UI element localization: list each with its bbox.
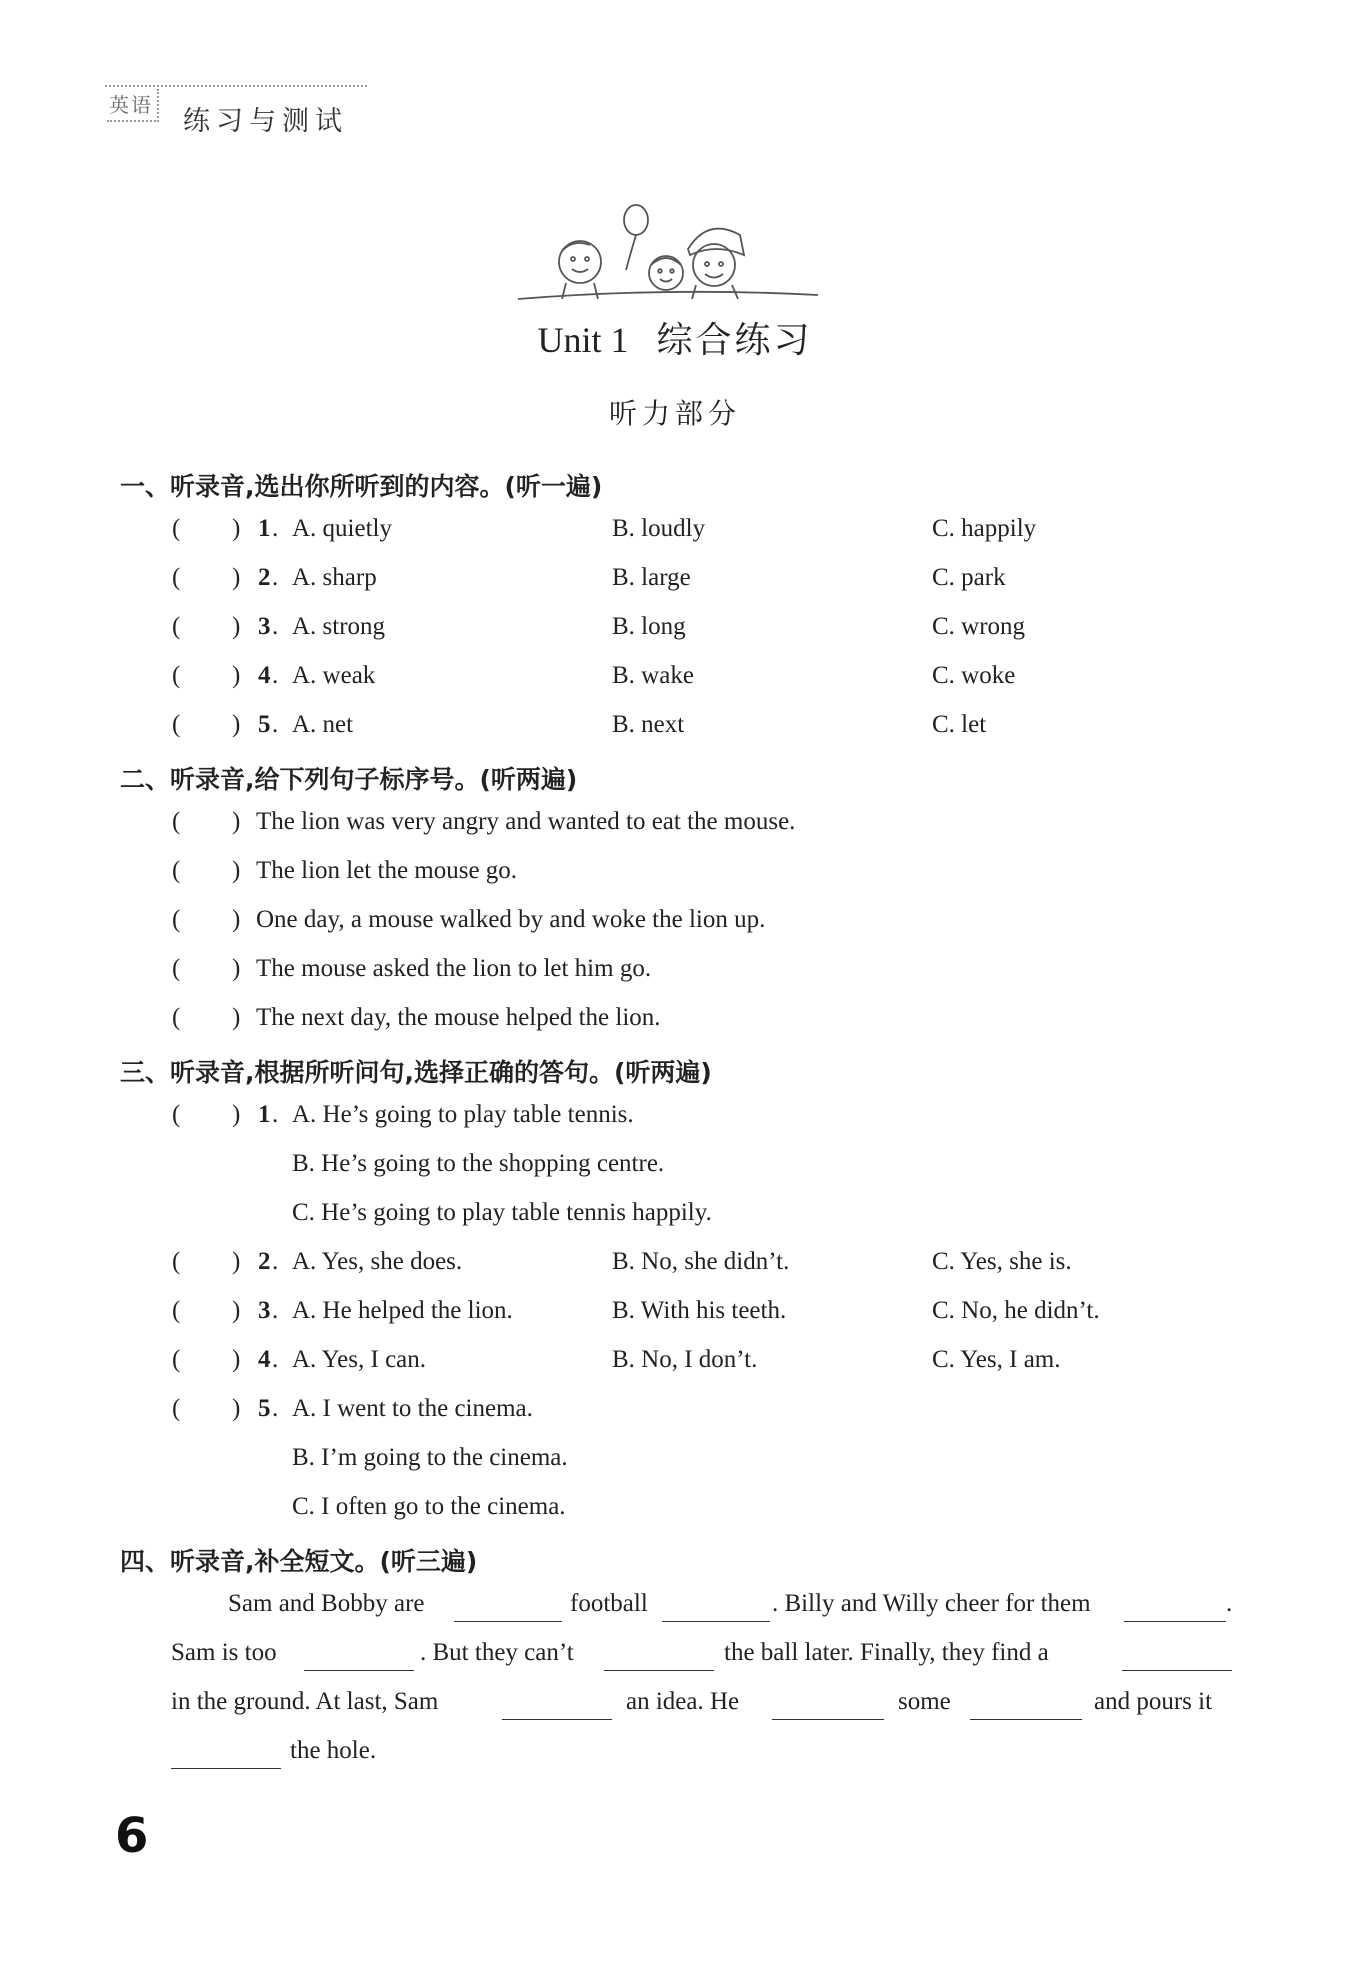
option-c: C. I often go to the cinema.	[292, 1493, 566, 1520]
option-c: C. woke	[932, 662, 1016, 689]
option-a: A. He helped the lion.	[292, 1297, 513, 1324]
part2-heading: 二、听录音,给下列句子标序号。(听两遍)	[120, 765, 578, 794]
item-dot: .	[272, 662, 279, 689]
answer-bracket-close: )	[232, 808, 241, 835]
blank-line[interactable]	[662, 1620, 770, 1622]
blank-line[interactable]	[772, 1718, 884, 1720]
sentence: The next day, the mouse helped the lion.	[256, 1004, 661, 1031]
item-number: 1	[258, 515, 271, 542]
blank-line[interactable]	[604, 1669, 714, 1671]
passage-text: Sam is too	[171, 1639, 277, 1666]
item-dot: .	[272, 564, 279, 591]
item-dot: .	[272, 1101, 279, 1128]
blank-line[interactable]	[454, 1620, 562, 1622]
option-c: C. Yes, I am.	[932, 1346, 1061, 1373]
answer-bracket-open[interactable]: (	[172, 1248, 181, 1275]
blank-line[interactable]	[502, 1718, 612, 1720]
unit-label: Unit 1	[537, 320, 629, 360]
answer-bracket-open[interactable]: (	[172, 711, 181, 738]
sentence: One day, a mouse walked by and woke the lion up.	[256, 906, 766, 933]
answer-bracket-open[interactable]: (	[172, 1395, 181, 1422]
item-number: 5	[258, 1395, 271, 1422]
passage-text: football	[570, 1590, 648, 1617]
item-dot: .	[272, 711, 279, 738]
item-dot: .	[272, 1248, 279, 1275]
option-a: A. Yes, she does.	[292, 1248, 463, 1275]
sentence: The mouse asked the lion to let him go.	[256, 955, 652, 982]
option-a: A. weak	[292, 662, 376, 689]
answer-bracket-open[interactable]: (	[172, 1004, 181, 1031]
book-title: 练习与测试	[183, 106, 348, 137]
item-dot: .	[272, 1346, 279, 1373]
sentence: The lion let the mouse go.	[256, 857, 518, 884]
option-a: A. net	[292, 711, 354, 738]
children-illustration	[518, 195, 818, 310]
item-number: 3	[258, 1297, 271, 1324]
option-c: C. happily	[932, 515, 1037, 542]
answer-bracket-open[interactable]: (	[172, 662, 181, 689]
section-title: 听力部分	[608, 397, 741, 430]
option-a: A. quietly	[292, 515, 392, 542]
option-c: C. wrong	[932, 613, 1026, 640]
option-c: C. park	[932, 564, 1006, 591]
page-number: 6	[115, 1808, 149, 1864]
part1-heading: 一、听录音,选出你所听到的内容。(听一遍)	[120, 472, 603, 501]
option-c: C. Yes, she is.	[932, 1248, 1072, 1275]
answer-bracket-close: )	[232, 1101, 241, 1128]
option-b: B. No, she didn’t.	[612, 1248, 790, 1275]
passage-text: and pours it	[1094, 1688, 1213, 1715]
answer-bracket-close: )	[232, 662, 241, 689]
item-dot: .	[272, 515, 279, 542]
answer-bracket-open[interactable]: (	[172, 955, 181, 982]
item-dot: .	[272, 1297, 279, 1324]
part4-heading: 四、听录音,补全短文。(听三遍)	[120, 1547, 478, 1576]
option-b: B. next	[612, 711, 685, 738]
option-b: B. large	[612, 564, 691, 591]
option-b: B. No, I don’t.	[612, 1346, 758, 1373]
item-number: 3	[258, 613, 271, 640]
item-number: 2	[258, 1248, 271, 1275]
answer-bracket-close: )	[232, 1248, 241, 1275]
option-b: B. I’m going to the cinema.	[292, 1444, 568, 1471]
option-a: A. I went to the cinema.	[292, 1395, 533, 1422]
option-a: A. strong	[292, 613, 386, 640]
option-b: B. With his teeth.	[612, 1297, 787, 1324]
answer-bracket-open[interactable]: (	[172, 906, 181, 933]
passage-text: an idea. He	[626, 1688, 740, 1715]
blank-line[interactable]	[1122, 1669, 1232, 1671]
item-number: 4	[258, 662, 271, 689]
unit-title	[0, 312, 1350, 363]
blank-line[interactable]	[304, 1669, 414, 1671]
part3-heading: 三、听录音,根据所听问句,选择正确的答句。(听两遍)	[120, 1058, 712, 1087]
passage-text: . Billy and Willy cheer for them	[772, 1590, 1091, 1617]
option-b: B. He’s going to the shopping centre.	[292, 1150, 665, 1177]
option-a: A. Yes, I can.	[292, 1346, 427, 1373]
unit-name: 综合练习	[656, 320, 813, 361]
passage-text: the ball later. Finally, they find a	[724, 1639, 1049, 1666]
option-c: C. No, he didn’t.	[932, 1297, 1100, 1324]
blank-line[interactable]	[1124, 1620, 1226, 1622]
item-number: 1	[258, 1101, 271, 1128]
answer-bracket-close: )	[232, 906, 241, 933]
option-b: B. loudly	[612, 515, 706, 542]
answer-bracket-close: )	[232, 613, 241, 640]
passage-text: some	[898, 1688, 951, 1715]
blank-line[interactable]	[970, 1718, 1082, 1720]
answer-bracket-open[interactable]: (	[172, 515, 181, 542]
blank-line[interactable]	[171, 1767, 281, 1769]
passage-text: .	[1226, 1590, 1233, 1617]
item-number: 2	[258, 564, 271, 591]
book-tag	[105, 85, 367, 137]
answer-bracket-close: )	[232, 857, 241, 884]
answer-bracket-open[interactable]: (	[172, 808, 181, 835]
answer-bracket-close: )	[232, 1004, 241, 1031]
answer-bracket-open[interactable]: (	[172, 613, 181, 640]
answer-bracket-close: )	[232, 955, 241, 982]
option-c: C. let	[932, 711, 987, 738]
answer-bracket-close: )	[232, 1297, 241, 1324]
answer-bracket-close: )	[232, 1346, 241, 1373]
option-b: B. wake	[612, 662, 694, 689]
answer-bracket-close: )	[232, 515, 241, 542]
passage-text: . But they can’t	[420, 1639, 574, 1666]
passage-text: the hole.	[290, 1737, 377, 1764]
answer-bracket-close: )	[232, 564, 241, 591]
item-dot: .	[272, 1395, 279, 1422]
answer-bracket-open[interactable]: (	[172, 1101, 181, 1128]
passage-text: Sam and Bobby are	[228, 1590, 425, 1617]
subject-label: 英语	[107, 89, 159, 122]
item-number: 4	[258, 1346, 271, 1373]
answer-bracket-open[interactable]: (	[172, 1346, 181, 1373]
answer-bracket-open[interactable]: (	[172, 564, 181, 591]
option-c: C. He’s going to play table tennis happily.	[292, 1199, 712, 1226]
answer-bracket-close: )	[232, 1395, 241, 1422]
item-dot: .	[272, 613, 279, 640]
option-a: A. sharp	[292, 564, 377, 591]
answer-bracket-open[interactable]: (	[172, 1297, 181, 1324]
answer-bracket-close: )	[232, 711, 241, 738]
sentence: The lion was very angry and wanted to eat the mouse.	[256, 808, 796, 835]
passage-text: in the ground. At last, Sam	[171, 1688, 439, 1715]
option-b: B. long	[612, 613, 686, 640]
option-a: A. He’s going to play table tennis.	[292, 1101, 634, 1128]
answer-bracket-open[interactable]: (	[172, 857, 181, 884]
item-number: 5	[258, 711, 271, 738]
